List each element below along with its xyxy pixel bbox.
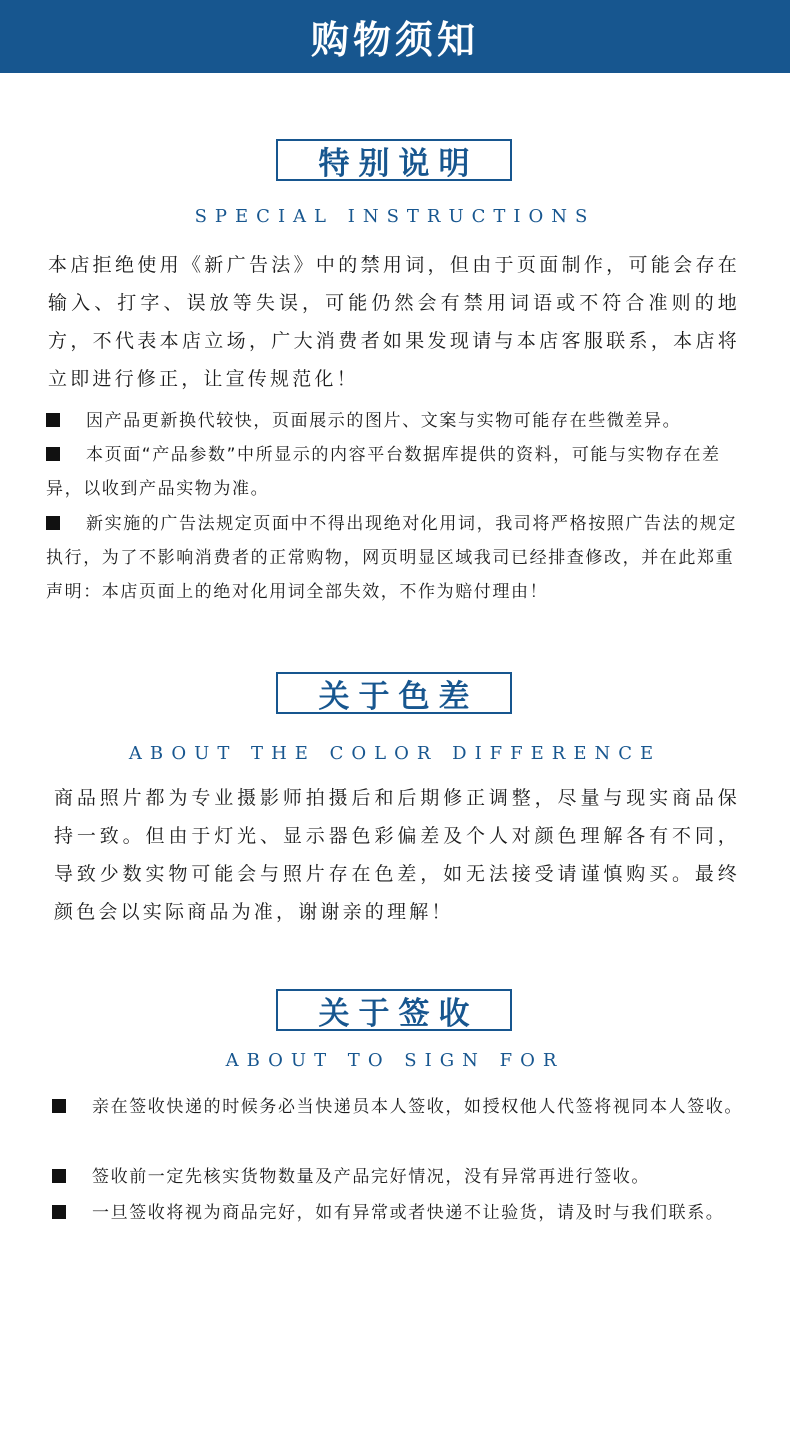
bullet-text: 因产品更新换代较快，页面展示的图片、文案与实物可能存在些微差异。: [86, 411, 682, 431]
bullet-text: 签收前一定先核实货物数量及产品完好情况，没有异常再进行签收。: [92, 1167, 650, 1187]
bullet-square-icon: [52, 1205, 66, 1219]
bullet-square-icon: [52, 1169, 66, 1183]
page-title: 购物须知: [310, 18, 479, 62]
color-title-box: [276, 672, 512, 714]
special-bullet-1: [46, 404, 742, 438]
bullet-square-icon: [46, 516, 60, 530]
bullet-text: 本页面“产品参数”中所显示的内容平台数据库提供的资料，可能与实物存在差异，以收到产品实物为准。: [46, 445, 721, 499]
bullet-square-icon: [46, 447, 60, 461]
header-bar: [0, 0, 790, 73]
sign-bullet-3: [52, 1196, 752, 1230]
sign-title: 关于签收: [318, 995, 479, 1032]
special-paragraph: 本店拒绝使用《新广告法》中的禁用词，但由于页面制作，可能会存在输入、打字、误放等失误，可能仍然会有禁用词语或不符合准则的地方，不代表本店立场，广大消费者如果发现请与本店客服联系，本店将立即进行修正，让宣传规范化！: [48, 254, 740, 390]
sign-title-box: [276, 989, 512, 1031]
color-paragraph: 商品照片都为专业摄影师拍摄后和后期修正调整，尽量与现实商品保持一致。但由于灯光、显示器色彩偏差及个人对颜色理解各有不同，导致少数实物可能会与照片存在色差，如无法接受请谨慎购买。最终颜色会以实际商品为准，谢谢亲的理解！: [54, 787, 740, 923]
color-title: 关于色差: [318, 678, 479, 715]
special-title-box: [276, 139, 512, 181]
bullet-square-icon: [52, 1099, 66, 1113]
special-bullet-3: [46, 507, 742, 609]
bullet-text: 亲在签收快递的时候务必当快递员本人签收，如授权他人代签将视同本人签收。: [92, 1097, 743, 1117]
bullet-square-icon: [46, 413, 60, 427]
sign-bullet-1: [52, 1090, 752, 1124]
bullet-text: 新实施的广告法规定页面中不得出现绝对化用词，我司将严格按照广告法的规定执行，为了不影响消费者的正常购物，网页明显区域我司已经排查修改，并在此郑重声明：本店页面上的绝对化用词全部失效，不作为赔付理由！: [46, 514, 737, 602]
bullet-text: 一旦签收将视为商品完好，如有异常或者快递不让验货，请及时与我们联系。: [92, 1203, 725, 1223]
sign-subtitle: ABOUT TO SIGN FOR: [225, 1050, 565, 1071]
special-bullet-2: [46, 438, 742, 506]
color-subtitle: ABOUT THE COLOR DIFFERENCE: [128, 743, 662, 764]
special-title: 特别说明: [318, 145, 479, 182]
sign-bullet-2: [52, 1160, 752, 1194]
special-subtitle: SPECIAL INSTRUCTIONS: [194, 206, 596, 227]
